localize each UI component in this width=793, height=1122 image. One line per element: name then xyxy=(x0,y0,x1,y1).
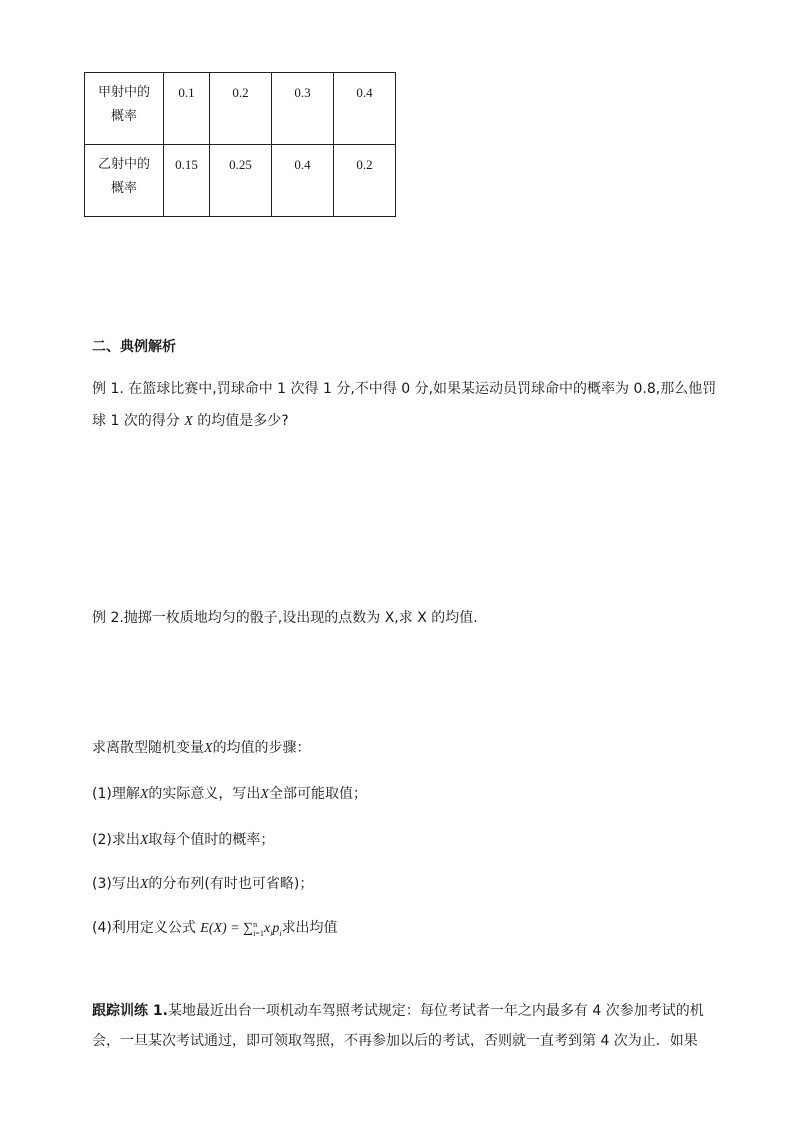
formula-p: p xyxy=(272,921,280,936)
text-span: (4)利用定义公式 xyxy=(92,920,201,936)
table-cell: 0.2 xyxy=(210,73,272,145)
table-cell: 0.1 xyxy=(164,73,210,145)
sum-upper: n xyxy=(253,920,258,929)
text-span: 的均值是多少? xyxy=(192,413,289,429)
variable-x: X xyxy=(139,787,149,802)
sum-lower: i=1 xyxy=(253,929,264,938)
table-cell: 0.15 xyxy=(164,145,210,217)
text-span: (1)理解 xyxy=(92,786,140,802)
example1-line1: 例 1. 在篮球比赛中,罚球命中 1 次得 1 分,不中得 0 分,如果某运动员罚球命中的概率为 0.8,那么他罚 xyxy=(92,381,717,397)
formula: E(X) = ∑ xyxy=(200,921,254,936)
text-span: 某地最近出台一项机动车驾照考试规定：每位考试者一年之内最多有 4 次参加考试的机 xyxy=(167,1003,704,1019)
text-span: 求出均值 xyxy=(281,920,338,936)
table-cell: 0.25 xyxy=(210,145,272,217)
table-row xyxy=(85,73,396,145)
step-2 xyxy=(92,825,274,856)
row-label-line2: 概率 xyxy=(110,181,137,196)
text-span: 球 1 次的得分 xyxy=(92,413,185,429)
row-label-line2: 概率 xyxy=(110,109,137,124)
formula-sub: i xyxy=(279,928,282,938)
variable-x: X xyxy=(260,787,269,802)
practice-line2: 会，一旦某次考试通过，即可领取驾照，不再参加以后的考试，否则就一直考到第 4 次为止．如果 xyxy=(92,1033,698,1049)
row-label xyxy=(85,145,164,217)
text-span: 的实际意义，写出 xyxy=(148,786,261,802)
text-span: (2)求出 xyxy=(92,832,140,848)
table-cell: 0.4 xyxy=(272,145,334,217)
steps-intro xyxy=(92,733,311,764)
formula-x: x xyxy=(263,921,271,936)
variable-x: X xyxy=(184,414,193,429)
practice-label: 跟踪训练 1. xyxy=(92,1003,168,1019)
text-span: 求离散型随机变量 xyxy=(92,740,204,756)
table-row xyxy=(85,145,396,217)
step-3 xyxy=(92,869,313,900)
practice-line1 xyxy=(92,996,704,1026)
row-label-line1: 甲射中的 xyxy=(97,85,150,100)
probability-table xyxy=(84,72,396,217)
step-1 xyxy=(92,779,367,810)
example2-text: 例 2.抛掷一枚质地均匀的骰子,设出现的点数为 X,求 X 的均值. xyxy=(92,610,478,626)
text-span: 的均值的步骤： xyxy=(212,740,311,756)
variable-x: X xyxy=(139,833,149,848)
table-cell: 0.3 xyxy=(272,73,334,145)
row-label-line1: 乙射中的 xyxy=(97,157,150,172)
sum-limits xyxy=(253,920,264,938)
text-span: 取每个值时的概率； xyxy=(148,832,275,848)
variable-x: X xyxy=(204,741,213,756)
section-heading: 二、典例解析 xyxy=(92,339,176,355)
table-cell: 0.2 xyxy=(334,145,396,217)
table-cell: 0.4 xyxy=(334,73,396,145)
row-label xyxy=(85,73,164,145)
variable-x: X xyxy=(139,877,149,892)
example1-line2 xyxy=(92,406,289,437)
text-span: 的分布列(有时也可省略)； xyxy=(148,876,314,892)
text-span: 全部可能取值； xyxy=(268,786,367,802)
step-4 xyxy=(92,913,338,949)
text-span: (3)写出 xyxy=(92,876,140,892)
formula-sub: i xyxy=(270,928,273,938)
